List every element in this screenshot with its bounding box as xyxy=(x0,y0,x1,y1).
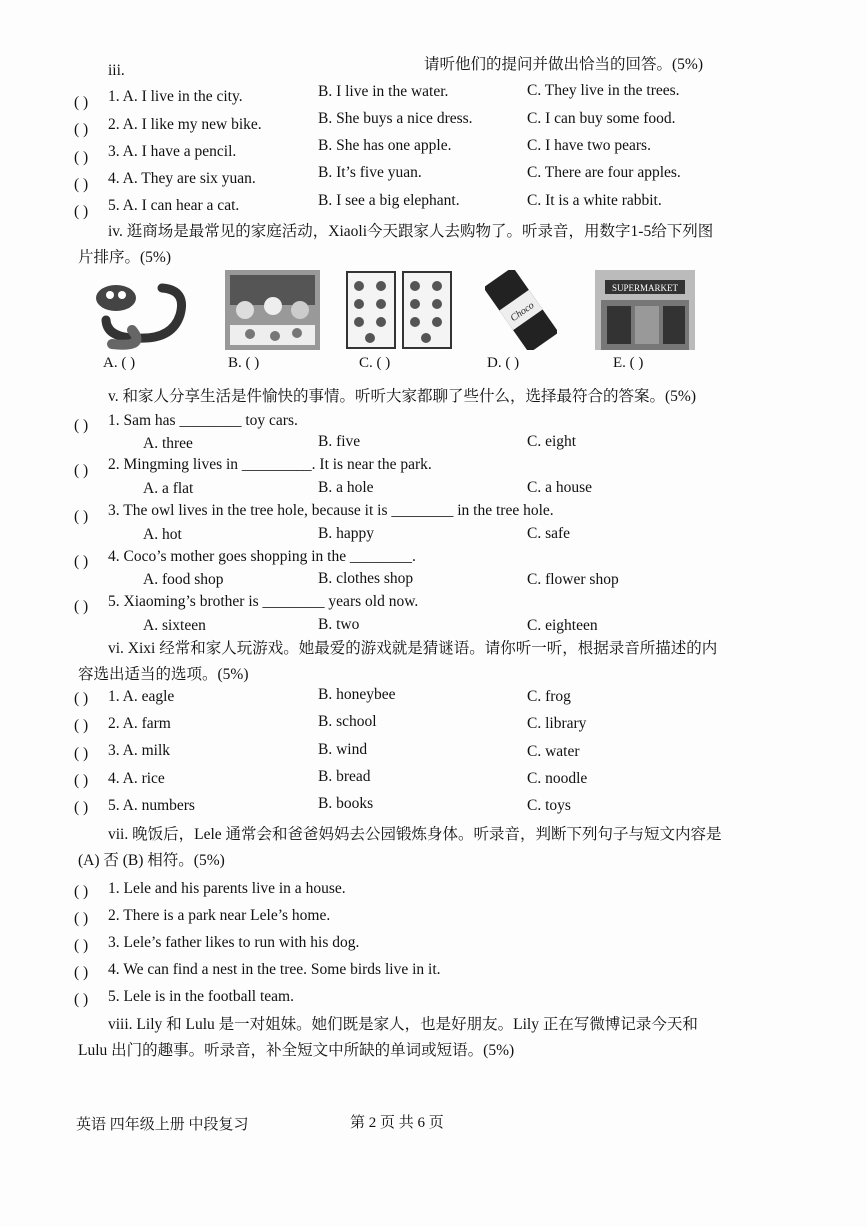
option-c: C. flower shop xyxy=(527,571,619,588)
picture-e-label[interactable]: E. ( ) xyxy=(613,355,644,371)
option-c: C. library xyxy=(527,715,587,732)
option-b: B. She buys a nice dress. xyxy=(318,110,473,127)
option-a: A. hot xyxy=(143,526,182,543)
question: 4. Coco’s mother goes shopping in the ________. xyxy=(108,548,416,565)
option-b: B. two xyxy=(318,616,360,633)
section-iii-number: iii. xyxy=(108,62,125,79)
option-c: C. a house xyxy=(527,479,593,496)
option-b: B. wind xyxy=(318,741,368,758)
footer-page-number: 第 2 页 共 6 页 xyxy=(350,1115,444,1131)
option-a: A. sixteen xyxy=(143,617,206,634)
option-a: 5. A. I can hear a cat. xyxy=(108,197,240,214)
option-c: C. It is a white rabbit. xyxy=(527,192,662,209)
option-b: B. school xyxy=(318,713,377,730)
section-vi-instruction: vi. Xixi 经常和家人玩游戏。她最爱的游戏就是猜谜语。请你听一听，根据录音所描述的内容选出适当的选项。(5%) xyxy=(78,640,718,683)
statement: 3. Lele’s father likes to run with his dog. xyxy=(108,934,360,951)
option-c: C. eight xyxy=(527,433,577,450)
option-c: C. toys xyxy=(527,797,571,814)
paren[interactable]: ( ) xyxy=(74,417,89,434)
option-a: A. food shop xyxy=(143,571,224,588)
snake-picture xyxy=(92,270,192,350)
option-a: 1. A. I live in the city. xyxy=(108,88,243,105)
option-b: B. a hole xyxy=(318,479,374,496)
option-b: B. honeybee xyxy=(318,686,396,703)
chocolate-wrapper-text: Choco xyxy=(508,300,537,325)
statement: 2. There is a park near Lele’s home. xyxy=(108,907,331,924)
option-a: 5. A. numbers xyxy=(108,797,195,814)
question: 2. Mingming lives in _________. It is near the park. xyxy=(108,456,432,473)
question: 1. Sam has ________ toy cars. xyxy=(108,412,298,429)
paren[interactable]: ( ) xyxy=(74,462,89,479)
picture-d-label[interactable]: D. ( ) xyxy=(487,355,520,371)
paren[interactable]: ( ) xyxy=(74,799,89,816)
section-iii-instruction: 请听他们的提问并做出恰当的回答。(5%) xyxy=(424,56,703,73)
option-c: C. I have two pears. xyxy=(527,137,651,154)
option-c: C. safe xyxy=(527,525,571,542)
paren[interactable]: ( ) xyxy=(74,937,89,954)
chocolate-bar-picture xyxy=(485,270,557,350)
option-c: C. There are four apples. xyxy=(527,164,681,181)
menu-pages-picture xyxy=(345,270,453,350)
paren[interactable]: ( ) xyxy=(74,910,89,927)
option-c: C. I can buy some food. xyxy=(527,110,676,127)
option-b: B. clothes shop xyxy=(318,570,414,587)
paren[interactable]: ( ) xyxy=(74,94,89,111)
option-b: B. bread xyxy=(318,768,371,785)
option-b: B. happy xyxy=(318,525,374,542)
statement: 4. We can find a nest in the tree. Some birds live in it. xyxy=(108,961,441,978)
supermarket-sign-text: SUPERMARKET xyxy=(611,283,679,293)
section-viii-instruction: viii. Lily 和 Lulu 是一对姐妹。她们既是家人，也是好朋友。Lily 正在写微博记录今天和 Lulu 出门的趣事。听录音，补全短文中所缺的单词或短语。(5%) xyxy=(78,1016,698,1059)
family-dinner-picture xyxy=(225,270,320,350)
option-b: B. five xyxy=(318,433,361,450)
section-v-instruction: v. 和家人分享生活是件愉快的事情。听听大家都聊了些什么，选择最符合的答案。(5%) xyxy=(108,388,696,405)
section-vii-instruction: vii. 晚饭后，Lele 通常会和爸爸妈妈去公园锻炼身体。听录音，判断下列句子与短文内容是(A) 否 (B) 相符。(5%) xyxy=(78,826,722,869)
section-iv-instruction: iv. 逛商场是最常见的家庭活动，Xiaoli今天跟家人去购物了。听录音，用数字1-5给下列图片排序。(5%) xyxy=(78,223,714,266)
picture-c-label[interactable]: C. ( ) xyxy=(359,355,391,371)
paren[interactable]: ( ) xyxy=(74,690,89,707)
option-b: B. I see a big elephant. xyxy=(318,192,460,209)
statement: 5. Lele is in the football team. xyxy=(108,988,294,1005)
option-a: 3. A. milk xyxy=(108,742,171,759)
option-a: 3. A. I have a pencil. xyxy=(108,143,237,160)
option-b: B. She has one apple. xyxy=(318,137,452,154)
supermarket-picture xyxy=(595,270,695,350)
paren[interactable]: ( ) xyxy=(74,745,89,762)
paren[interactable]: ( ) xyxy=(74,964,89,981)
paren[interactable]: ( ) xyxy=(74,553,89,570)
paren[interactable]: ( ) xyxy=(74,883,89,900)
paren[interactable]: ( ) xyxy=(74,121,89,138)
option-c: C. water xyxy=(527,743,580,760)
option-b: B. It’s five yuan. xyxy=(318,164,422,181)
paren[interactable]: ( ) xyxy=(74,176,89,193)
option-a: 2. A. I like my new bike. xyxy=(108,116,262,133)
option-c: C. They live in the trees. xyxy=(527,82,680,99)
paren[interactable]: ( ) xyxy=(74,598,89,615)
option-c: C. frog xyxy=(527,688,571,705)
paren[interactable]: ( ) xyxy=(74,717,89,734)
picture-b-label[interactable]: B. ( ) xyxy=(228,355,260,371)
option-a: A. a flat xyxy=(143,480,194,497)
question: 5. Xiaoming’s brother is ________ years old now. xyxy=(108,593,419,610)
option-a: 4. A. rice xyxy=(108,770,165,787)
statement: 1. Lele and his parents live in a house. xyxy=(108,880,346,897)
option-c: C. noodle xyxy=(527,770,588,787)
paren[interactable]: ( ) xyxy=(74,991,89,1008)
footer-subject: 英语 四年级上册 中段复习 xyxy=(76,1117,249,1133)
question: 3. The owl lives in the tree hole, because it is ________ in the tree hole. xyxy=(108,502,554,519)
picture-a-label[interactable]: A. ( ) xyxy=(103,355,136,371)
option-c: C. eighteen xyxy=(527,617,598,634)
option-b: B. books xyxy=(318,795,374,812)
paren[interactable]: ( ) xyxy=(74,772,89,789)
paren[interactable]: ( ) xyxy=(74,203,89,220)
paren[interactable]: ( ) xyxy=(74,508,89,525)
option-a: 2. A. farm xyxy=(108,715,171,732)
option-a: 4. A. They are six yuan. xyxy=(108,170,256,187)
paren[interactable]: ( ) xyxy=(74,149,89,166)
option-a: 1. A. eagle xyxy=(108,688,175,705)
option-b: B. I live in the water. xyxy=(318,83,449,100)
option-a: A. three xyxy=(143,435,193,452)
